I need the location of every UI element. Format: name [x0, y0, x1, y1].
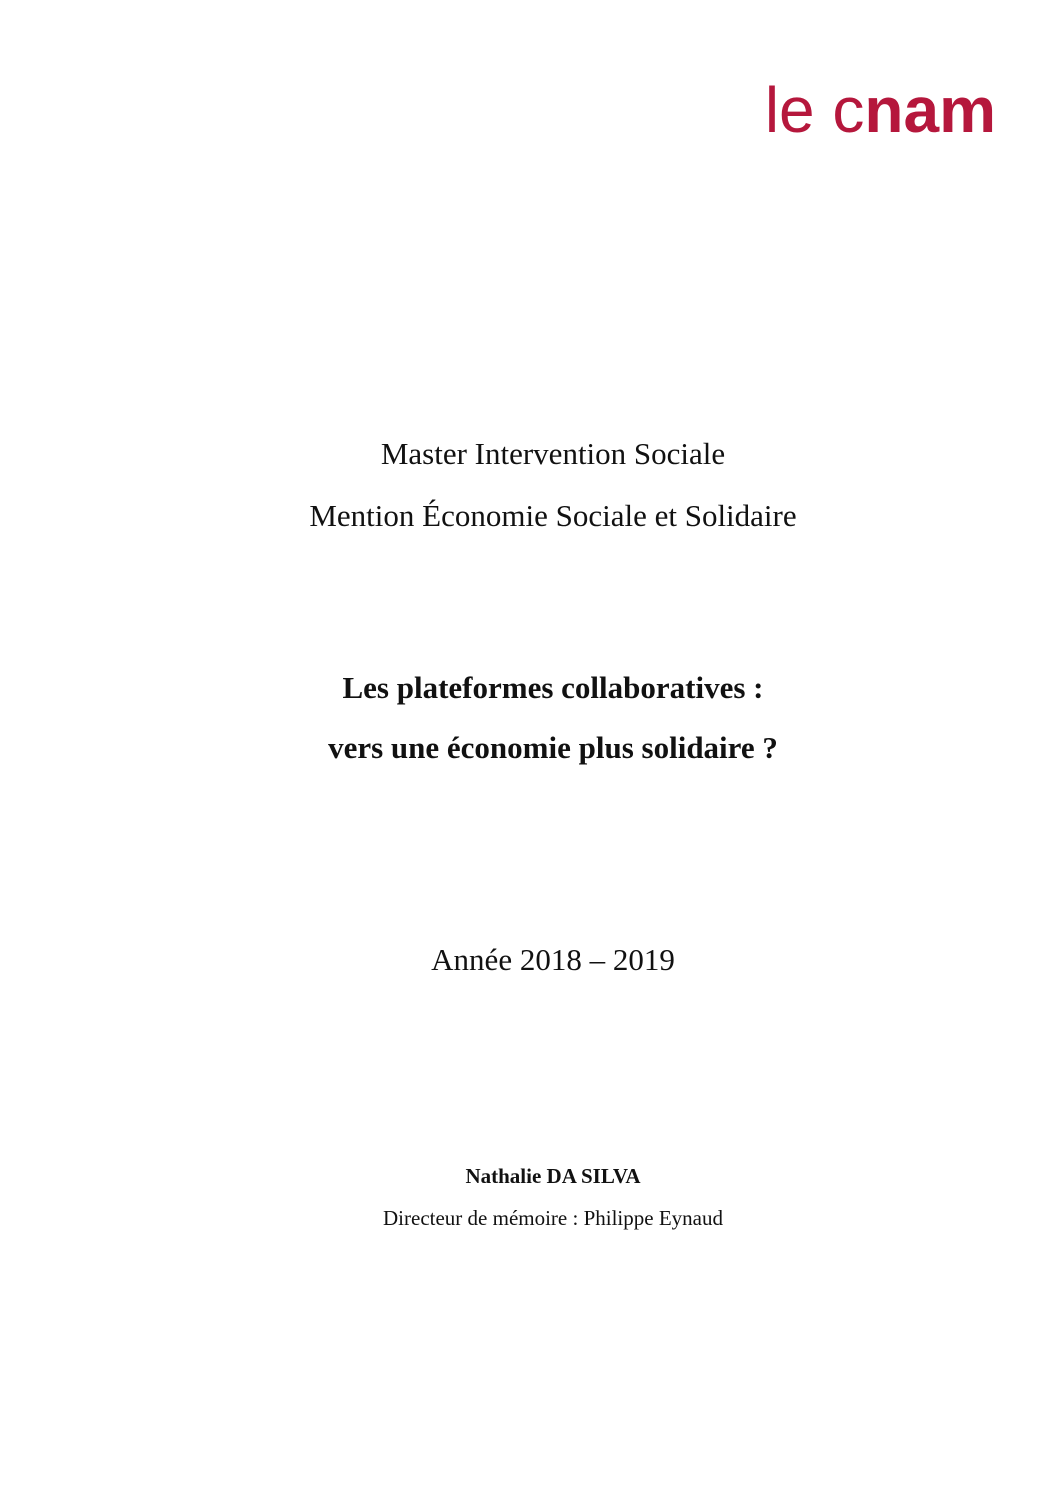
thesis-director: Directeur de mémoire : Philippe Eynaud — [383, 1206, 723, 1230]
cnam-logo — [764, 74, 996, 146]
thesis-title-line2: vers une économie plus solidaire ? — [328, 730, 778, 765]
thesis-title-line1: Les plateformes collaboratives : — [342, 670, 764, 705]
academic-year: Année 2018 – 2019 — [431, 942, 675, 977]
logo-text-light: le c — [764, 74, 865, 146]
program-mention: Mention Économie Sociale et Solidaire — [309, 498, 797, 533]
program-title: Master Intervention Sociale — [380, 436, 726, 471]
logo-text-bold: nam — [864, 74, 996, 146]
author-name: Nathalie DA SILVA — [465, 1164, 641, 1188]
